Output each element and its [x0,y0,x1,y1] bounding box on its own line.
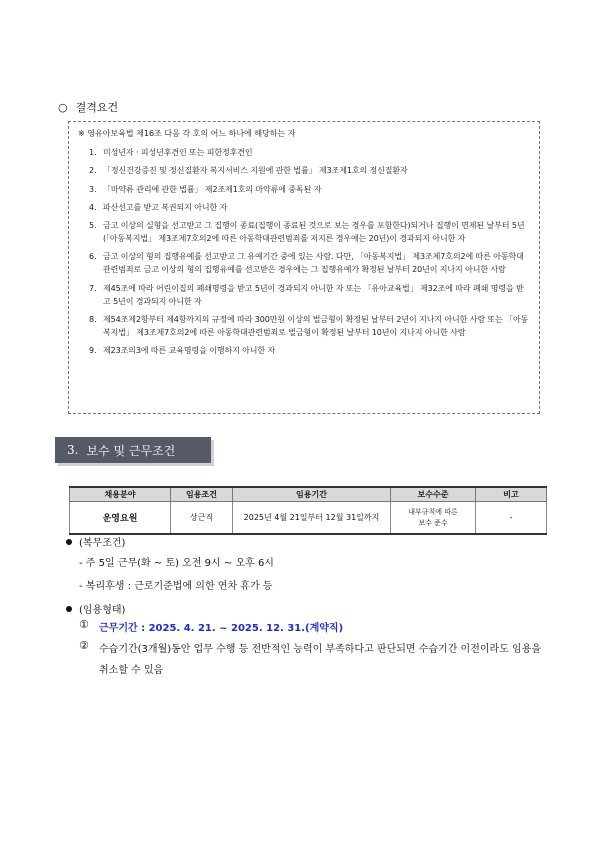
item-number: 6. [89,252,97,262]
list-item [89,219,529,245]
section-3-heading [55,437,211,463]
probation-text: 수습기간(3개월)동안 업무 수행 등 전반적인 능력이 부족하다고 판단되면 수습기간 이전이라도 임용을 취소할 수 있음 [99,644,542,676]
header-period: 임용기간 [233,487,391,502]
disqualification-list [89,146,529,363]
item-text: 파산선고를 받고 복권되지 아니한 자 [103,202,228,212]
table-header-row [70,487,547,502]
item-text: 「정신건강증진 및 정신질환자 복지서비스 지원에 관한 법률」 제3조제1호의 정신질환자 [103,166,408,176]
service-heading-text: (복무조건) [79,538,126,549]
list-item [89,183,529,196]
item-number: 1. [89,148,97,157]
header-remark: 비고 [476,487,547,502]
cell-pay-line2: 보수 준수 [418,518,448,527]
item-text: 제54조제2항부터 제4항까지의 규정에 따라 300만원 이상의 벌금형이 확정된 날부터 2년이 지나지 아니한 사람 또는 「아동복지법」 제3조제7호의2에 따른 아동학대관련범죄로 벌금형이 확정된 날부터 10년이 지나지 아니한 사람 [103,315,529,338]
service-item-hours: - 주 5일 근무(화 ~ 토) 오전 9시 ~ 오후 6시 [79,558,274,569]
item-number: 2. [89,166,97,176]
table-row [70,502,547,535]
disqualification-title: 결격요건 [75,101,119,114]
item-number: 4. [89,202,97,212]
item-text: 금고 이상의 형의 집행유예를 선고받고 그 유예기간 중에 있는 사람. 다만, 「아동복지법」 제3조제7호의2에 따른 아동학대관련범죄로 금고 이상의 형의 집행유예를 선고받은 경우에는 그 집행유예가 확정된 날부터 20년이 지나지 아니한 사람 [103,252,524,275]
bullet-dot-icon [66,606,72,612]
list-item [89,250,529,276]
list-item [89,201,529,214]
cell-period: 2025년 4월 21일부터 12월 31일까지 [233,502,391,535]
list-item [89,344,529,357]
employment-item-2 [79,639,549,681]
header-condition: 임용조건 [171,487,233,502]
item-number: 8. [89,315,97,325]
circle-bullet-icon: ○ [58,100,68,114]
cell-field: 운영요원 [70,502,171,535]
employment-heading [66,601,125,616]
enum-mark: ② [79,639,89,652]
disqualification-heading [58,99,118,115]
service-heading [66,534,125,549]
list-item [89,146,529,159]
item-text: 제23조의3에 따른 교육명령을 이행하지 아니한 자 [103,346,276,356]
employment-item-1 [79,618,539,639]
header-field: 채용분야 [70,487,171,502]
service-item-welfare: - 복리후생 : 근로기준법에 의한 연차 휴가 등 [79,581,273,592]
item-text: 「마약류 관리에 관한 법률」 제2조제1호의 마약류에 중독된 자 [103,184,322,194]
header-pay: 보수수준 [391,487,476,502]
list-item [89,164,529,177]
cell-pay [391,502,476,535]
item-text: 미성년자 · 피성년후견인 또는 피한정후견인 [103,148,253,157]
item-text: 금고 이상의 실형을 선고받고 그 집행이 종료(집행이 종료된 것으로 보는 경우를 포함한다)되거나 집행이 면제된 날부터 5년(「아동복지법」 제3조제7호의2에 따른 아동학대관련범죄를 저지른 경우에는 20년)이 경과되지 아니한 자 [103,221,525,244]
list-item [89,313,529,339]
cell-pay-line1: 내부규칙에 따른 [408,507,458,516]
item-number: 5. [89,221,97,231]
recruitment-table [69,486,547,535]
list-item [89,282,529,308]
section-number: 3. [67,443,79,457]
item-text: 제45조에 따라 어린이집의 폐쇄명령을 받고 5년이 경과되지 아니한 자 또는 「유아교육법」 제32조에 따라 폐쇄 명령을 받고 5년이 경과되지 아니한 자 [103,283,524,306]
section-title: 보수 및 근무조건 [86,443,176,458]
item-number: 7. [89,283,97,293]
enum-mark: ① [79,618,89,631]
bullet-dot-icon [66,539,72,545]
cell-remark: - [476,502,547,535]
item-number: 3. [89,184,97,194]
employment-period-text: 근무기간 : 2025. 4. 21. ~ 2025. 12. 31.(계약직) [99,623,344,634]
employment-heading-text: (임용형태) [79,605,126,616]
item-number: 9. [89,346,97,356]
disqualification-note: ※ 영유아보육법 제16조 다음 각 호의 어느 하나에 해당하는 자 [78,129,296,138]
disqualification-box [68,121,540,414]
cell-condition: 상근직 [171,502,233,535]
